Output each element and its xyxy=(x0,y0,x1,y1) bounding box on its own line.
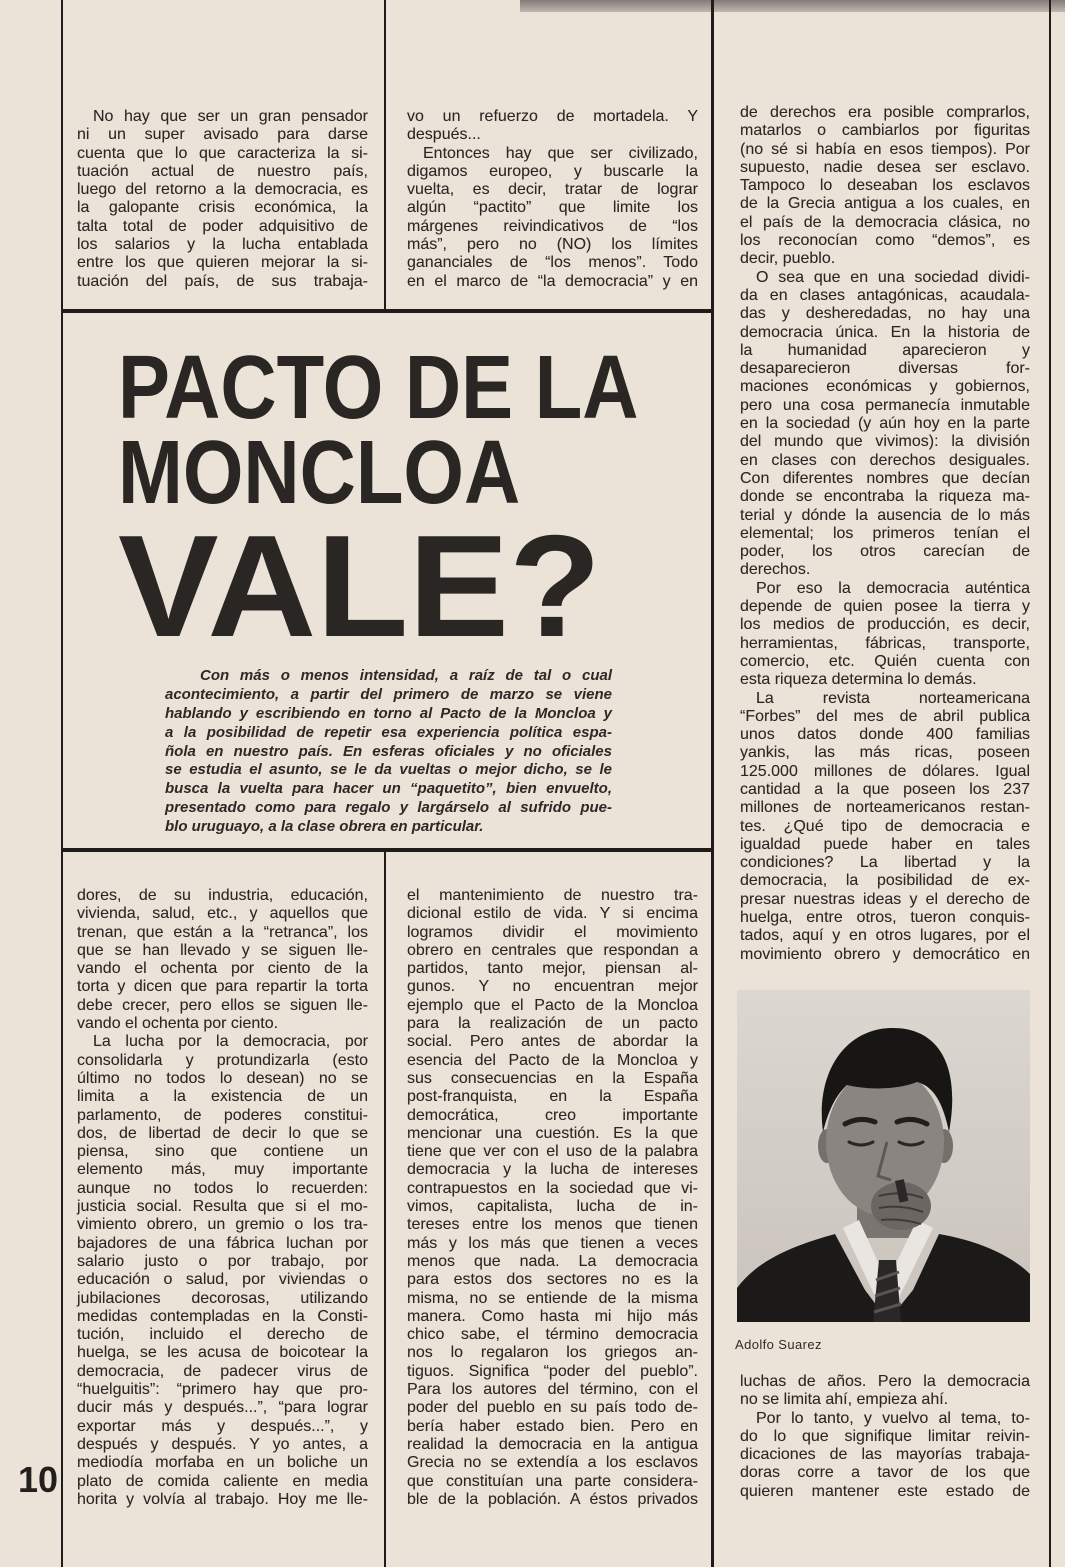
text-line: yankis, las más ricas, poseen xyxy=(740,744,1030,762)
text-line: en el marco de “la democracia” y en xyxy=(407,272,698,290)
text-line: gananciales de “los menos”. Todo xyxy=(407,254,698,272)
text-line: ducir más y después...”, “para lograr xyxy=(77,1399,368,1417)
article-column-top-left xyxy=(77,108,368,291)
text-line: tes. ¿Qué tipo de democracia e xyxy=(740,817,1030,835)
text-line: exportar más y después...”, y xyxy=(77,1417,368,1435)
text-line: tiene que ver con el uso de la palabra xyxy=(407,1143,698,1161)
paragraph xyxy=(407,108,698,145)
text-line: social. Pero antes de abordar la xyxy=(407,1033,698,1051)
text-line: condiciones? La libertad y la xyxy=(740,854,1030,872)
text-line: bajadores de una fábrica luchan por xyxy=(77,1234,368,1252)
text-line: supuesto, nadie desea ser esclavo. xyxy=(740,158,1030,176)
text-line: Tampoco lo deseaban los esclavos xyxy=(740,177,1030,195)
rule-vertical-middle xyxy=(711,0,714,1567)
text-line: ble de la población. A éstos privados xyxy=(407,1490,698,1508)
text-line: terial y dónde la ausencia de lo más xyxy=(740,506,1030,524)
text-line: partidos, tanto mejor, piensan al- xyxy=(407,960,698,978)
rule-vertical-left xyxy=(61,0,63,1567)
text-line: No hay que ser un gran pensador xyxy=(93,108,368,125)
text-line: Con diferentes nombres que decían xyxy=(740,469,1030,487)
text-line: piensa, sino que contiene un xyxy=(77,1143,368,1161)
text-line: Para los autores del término, con el xyxy=(407,1381,698,1399)
text-line: pero una cosa permanecía inmutable xyxy=(740,396,1030,414)
text-line: bería haber estado bien. Pero en xyxy=(407,1417,698,1435)
text-line: unos datos donde 400 familias xyxy=(740,726,1030,744)
text-line: para la realización de un pacto xyxy=(407,1015,698,1033)
text-line: consolidarla y protundizarla (esto xyxy=(77,1051,368,1069)
text-line: limita a la existencia de un xyxy=(77,1088,368,1106)
text-line: logramos dividir el movimiento xyxy=(407,923,698,941)
text-line: tuación del país, de sus trabaja- xyxy=(77,272,368,290)
page-number: 10 xyxy=(18,1459,59,1500)
text-line: La lucha por la democracia, por xyxy=(93,1033,368,1051)
paragraph xyxy=(77,887,368,1033)
article-column-right-top xyxy=(740,104,1030,964)
text-line: decir, pueblo. xyxy=(740,250,836,268)
text-line: ejemplo que el Pacto de la Moncloa xyxy=(407,996,698,1014)
text-line: horita y volvía al trabajo. Hoy me lle- xyxy=(77,1490,368,1508)
article-column-bottom-middle xyxy=(407,887,698,1509)
text-line: 125.000 millones de dólares. Igual xyxy=(740,762,1030,780)
text-line: después... xyxy=(407,126,481,144)
text-line: da en clases antagónicas, acaudala- xyxy=(740,286,1030,304)
text-line: en clases con derechos desiguales. xyxy=(740,451,1030,469)
text-line: blo uruguayo, a la clase obrera en particular. xyxy=(165,818,484,836)
article-lede xyxy=(165,667,612,837)
text-line: vo un refuerzo de mortadela. Y xyxy=(407,108,698,125)
text-line: comercio, etc. Quién cuenta con xyxy=(740,652,1030,670)
text-line: democracia, de padecer virus de xyxy=(77,1362,368,1380)
text-line: que se han llevado y se siguen lle- xyxy=(77,941,368,959)
text-line: luchas de años. Pero la democracia xyxy=(740,1373,1030,1390)
text-line: democracia y la lucha de intereses xyxy=(407,1161,698,1179)
rule-vertical-right xyxy=(1049,0,1051,1567)
text-line: esta riqueza determina lo demás. xyxy=(740,671,977,689)
paragraph xyxy=(740,1410,1030,1501)
text-line: a la posibilidad de repetir esa experiencia política espa- xyxy=(165,723,612,741)
text-line: Por eso la democracia auténtica xyxy=(756,579,1030,597)
text-line: aunque no todos lo recuerden: xyxy=(77,1179,368,1197)
text-line: depende de quien posee la tierra y xyxy=(740,598,1030,616)
text-line: vando el ochenta por ciento de la xyxy=(77,960,368,978)
text-line: hablando y escribiendo en torno al Pacto de la Moncloa y xyxy=(165,704,612,722)
text-line: obrero en centrales que respondan a xyxy=(407,941,698,959)
article-column-top-middle xyxy=(407,108,698,291)
text-line: doras corre a tavor de los que xyxy=(740,1464,1030,1482)
text-line: busca la vuelta para hacer un “paquetito”, bien envuelto, xyxy=(165,780,612,798)
headline-line-2: MONCLOA xyxy=(118,423,521,523)
text-line: Entonces hay que ser civilizado, xyxy=(423,144,698,162)
text-line: vuelta, es decir, tratar de lograr xyxy=(407,181,698,199)
text-line: para estos dos sectores no es la xyxy=(407,1271,698,1289)
text-line: huelga, se les acusa de boicotear la xyxy=(77,1344,368,1362)
text-line: “Forbes” del mes de abril publica xyxy=(740,707,1030,725)
text-line: chico sabe, el término democracia xyxy=(407,1326,698,1344)
paragraph xyxy=(740,104,1030,269)
text-line: cuenta que lo que caracteriza la si- xyxy=(77,144,368,162)
text-line: vando el ochenta por ciento. xyxy=(77,1015,279,1033)
text-line: das y desheredadas, no hay una xyxy=(740,305,1030,323)
text-line: cantidad a la que poseen los 237 xyxy=(740,780,1030,798)
text-line: mencionar una cuestión. Es la que xyxy=(407,1124,698,1142)
text-line: tuación actual de nuestro país, xyxy=(77,162,368,180)
text-line: talta total de poder adquisitivo de xyxy=(77,217,368,235)
text-line: medidas contempladas en la Consti- xyxy=(77,1307,368,1325)
text-line: mediodía morfaba en un boliche un xyxy=(77,1454,368,1472)
text-line: trenan, que están a la “retranca”, los xyxy=(77,923,368,941)
text-line: derechos. xyxy=(740,561,811,579)
text-line: misma, no se entiende de la misma xyxy=(407,1289,698,1307)
text-line: ñola en nuestro país. En esferas oficiales y no oficiales xyxy=(165,742,612,760)
text-line: O sea que en una sociedad dividi- xyxy=(756,268,1030,286)
article-column-right-bottom xyxy=(740,1373,1030,1501)
text-line: vimos, capitalista, lucha de in- xyxy=(407,1198,698,1216)
paragraph xyxy=(407,887,698,1509)
text-line: entre los que quieren mejorar la si- xyxy=(77,254,368,272)
text-line: ni un super avisado para darse xyxy=(77,126,368,144)
text-line: democracia única. En la historia de xyxy=(740,323,1030,341)
text-line: millones de norteamericanos restan- xyxy=(740,799,1030,817)
text-line: se estudia el asunto, se le da vueltas o mejor dicho, se le xyxy=(165,761,612,779)
text-line: matarlos o cambiarlos por figuritas xyxy=(740,122,1030,140)
text-line: desaparecieron diversas for- xyxy=(740,360,1030,378)
text-line: después y después. Y yo antes, a xyxy=(77,1435,368,1453)
text-line: do lo que signifique limitar reivin- xyxy=(740,1427,1030,1445)
text-line: debe crecer, pero ellos se siguen lle- xyxy=(77,996,368,1014)
text-line: que constituían una parte considera- xyxy=(407,1472,698,1490)
text-line: dicaciones de las mayorías trabaja- xyxy=(740,1446,1030,1464)
text-line: algún “pactito” que limite los xyxy=(407,199,698,217)
text-line: poder del pueblo en su país todo de- xyxy=(407,1399,698,1417)
text-line: contrapuestos en la sociedad que vi- xyxy=(407,1179,698,1197)
text-line: vimiento obrero, un gremio o los tra- xyxy=(77,1216,368,1234)
text-line: la galopante crisis económica, la xyxy=(77,199,368,217)
paragraph xyxy=(407,145,698,291)
text-line: dores, de su industria, educación, xyxy=(77,887,368,904)
text-line: maciones económicas y gobiernos, xyxy=(740,378,1030,396)
text-line: movimiento obrero y democrático en xyxy=(740,945,1030,963)
paragraph xyxy=(740,1373,1030,1410)
text-line: presentado como para regalo y largárselo al sufrido pue- xyxy=(165,799,612,817)
text-line: en la sociedad (y aún hoy en la parte xyxy=(740,415,1030,433)
text-line: educación o salud, por viviendas o xyxy=(77,1271,368,1289)
text-line: “huelguitis”: “primero hay que pro- xyxy=(77,1381,368,1399)
text-line: elemental; los primeros tenían el xyxy=(740,524,1030,542)
text-line: los salarios y la lucha entablada xyxy=(77,236,368,254)
text-line: presar nuestras ideas y el derecho de xyxy=(740,890,1030,908)
article-column-bottom-left xyxy=(77,887,368,1509)
scan-edge xyxy=(520,0,1065,12)
text-line: los medios de producción, es decir, xyxy=(740,616,1030,634)
text-line: Con más o menos intensidad, a raíz de tal o cual xyxy=(200,667,612,684)
text-line: de la Grecia antigua a los cuales, en xyxy=(740,195,1030,213)
text-line: sus consecuencias en la España xyxy=(407,1069,698,1087)
text-line: digamos europeo, y buscarle la xyxy=(407,162,698,180)
photo-caption: Adolfo Suarez xyxy=(735,1337,822,1352)
text-line: post-franquista, en la España xyxy=(407,1088,698,1106)
text-line: herramientas, fábricas, transporte, xyxy=(740,634,1030,652)
headline-line-3: VALE? xyxy=(118,505,602,667)
text-line: gunos. Y no encuentran mejor xyxy=(407,978,698,996)
portrait-image xyxy=(737,990,1030,1322)
paragraph xyxy=(165,667,612,837)
text-line: Grecia no se extendía a los esclavos xyxy=(407,1454,698,1472)
text-line: justicia social. Resulta que si el mo- xyxy=(77,1198,368,1216)
text-line: poder, los otros carecían de xyxy=(740,543,1030,561)
text-line: nos lo regalaron los griegos an- xyxy=(407,1344,698,1362)
text-line: de derechos era posible comprarlos, xyxy=(740,104,1030,121)
text-line: parlamento, de poderes constitui- xyxy=(77,1106,368,1124)
rule-vertical-column-top xyxy=(384,0,386,312)
text-line: tereses entre los menos que tienen xyxy=(407,1216,698,1234)
paragraph xyxy=(740,269,1030,580)
text-line: elemento más, muy importante xyxy=(77,1161,368,1179)
rule-vertical-column-bottom xyxy=(384,850,386,1567)
text-line: la humanidad aparecieron y xyxy=(740,341,1030,359)
text-line: el mantenimiento de nuestro tra- xyxy=(407,887,698,904)
text-line: jubilaciones decorosas, utilizando xyxy=(77,1289,368,1307)
text-line: (no sé si había en esos tiempos). Por xyxy=(740,140,1030,158)
text-line: el país de la democracia clásica, no xyxy=(740,213,1030,231)
text-line: Por lo tanto, y vuelvo al tema, to- xyxy=(756,1409,1030,1427)
text-line: tiguos. Significa “poder del pueblo”. xyxy=(407,1362,698,1380)
text-line: quieren mantener este estado de xyxy=(740,1482,1030,1500)
paragraph xyxy=(740,690,1030,964)
text-line: donde se encontraba la riqueza ma- xyxy=(740,488,1030,506)
text-line: más y los más que tienen a veces xyxy=(407,1234,698,1252)
text-line: tución, incluido el derecho de xyxy=(77,1326,368,1344)
text-line: no se limita ahí, empieza ahí. xyxy=(740,1391,949,1409)
text-line: igualdad puede haber en tales xyxy=(740,835,1030,853)
text-line: tados, aquí y en otros lugares, por el xyxy=(740,927,1030,945)
text-line: los reconocían como “demos”, es xyxy=(740,232,1030,250)
text-line: torta y dicen que para repartir la torta xyxy=(77,978,368,996)
paragraph xyxy=(77,1033,368,1509)
photo-adolfo-suarez xyxy=(737,990,1030,1322)
paragraph xyxy=(740,580,1030,690)
rule-headline-bottom xyxy=(61,848,714,852)
text-line: huelga, entre otros, tueron conquis- xyxy=(740,909,1030,927)
text-line: esencia del Pacto de la Moncloa y xyxy=(407,1051,698,1069)
text-line: dos, de libertad de decir lo que se xyxy=(77,1124,368,1142)
text-line: acontecimiento, a partir del primero de marzo se viene xyxy=(165,685,612,703)
text-line: democrática, creo importante xyxy=(407,1106,698,1124)
headline-line-1: PACTO DE LA xyxy=(118,338,639,438)
text-line: último no todos lo desean) no se xyxy=(77,1069,368,1087)
text-line: luego del retorno a la democracia, es xyxy=(77,181,368,199)
text-line: del mundo que vivimos): la división xyxy=(740,433,1030,451)
text-line: La revista norteamericana xyxy=(756,689,1030,707)
text-line: plato de comida caliente en media xyxy=(77,1472,368,1490)
paragraph xyxy=(77,108,368,291)
rule-headline-top xyxy=(61,309,714,313)
text-line: salario justo o por trabajo, por xyxy=(77,1252,368,1270)
text-line: márgenes reivindicativos de “los xyxy=(407,217,698,235)
text-line: menos que nada. La democracia xyxy=(407,1252,698,1270)
text-line: democracia, la posibilidad de ex- xyxy=(740,872,1030,890)
text-line: más”, pero no (NO) los límites xyxy=(407,236,698,254)
text-line: dicional estilo de vida. Y si encima xyxy=(407,905,698,923)
text-line: manera. Como hasta mi hijo más xyxy=(407,1307,698,1325)
text-line: realidad la democracia en la antigua xyxy=(407,1435,698,1453)
text-line: vivienda, salud, etc., y aquellos que xyxy=(77,905,368,923)
